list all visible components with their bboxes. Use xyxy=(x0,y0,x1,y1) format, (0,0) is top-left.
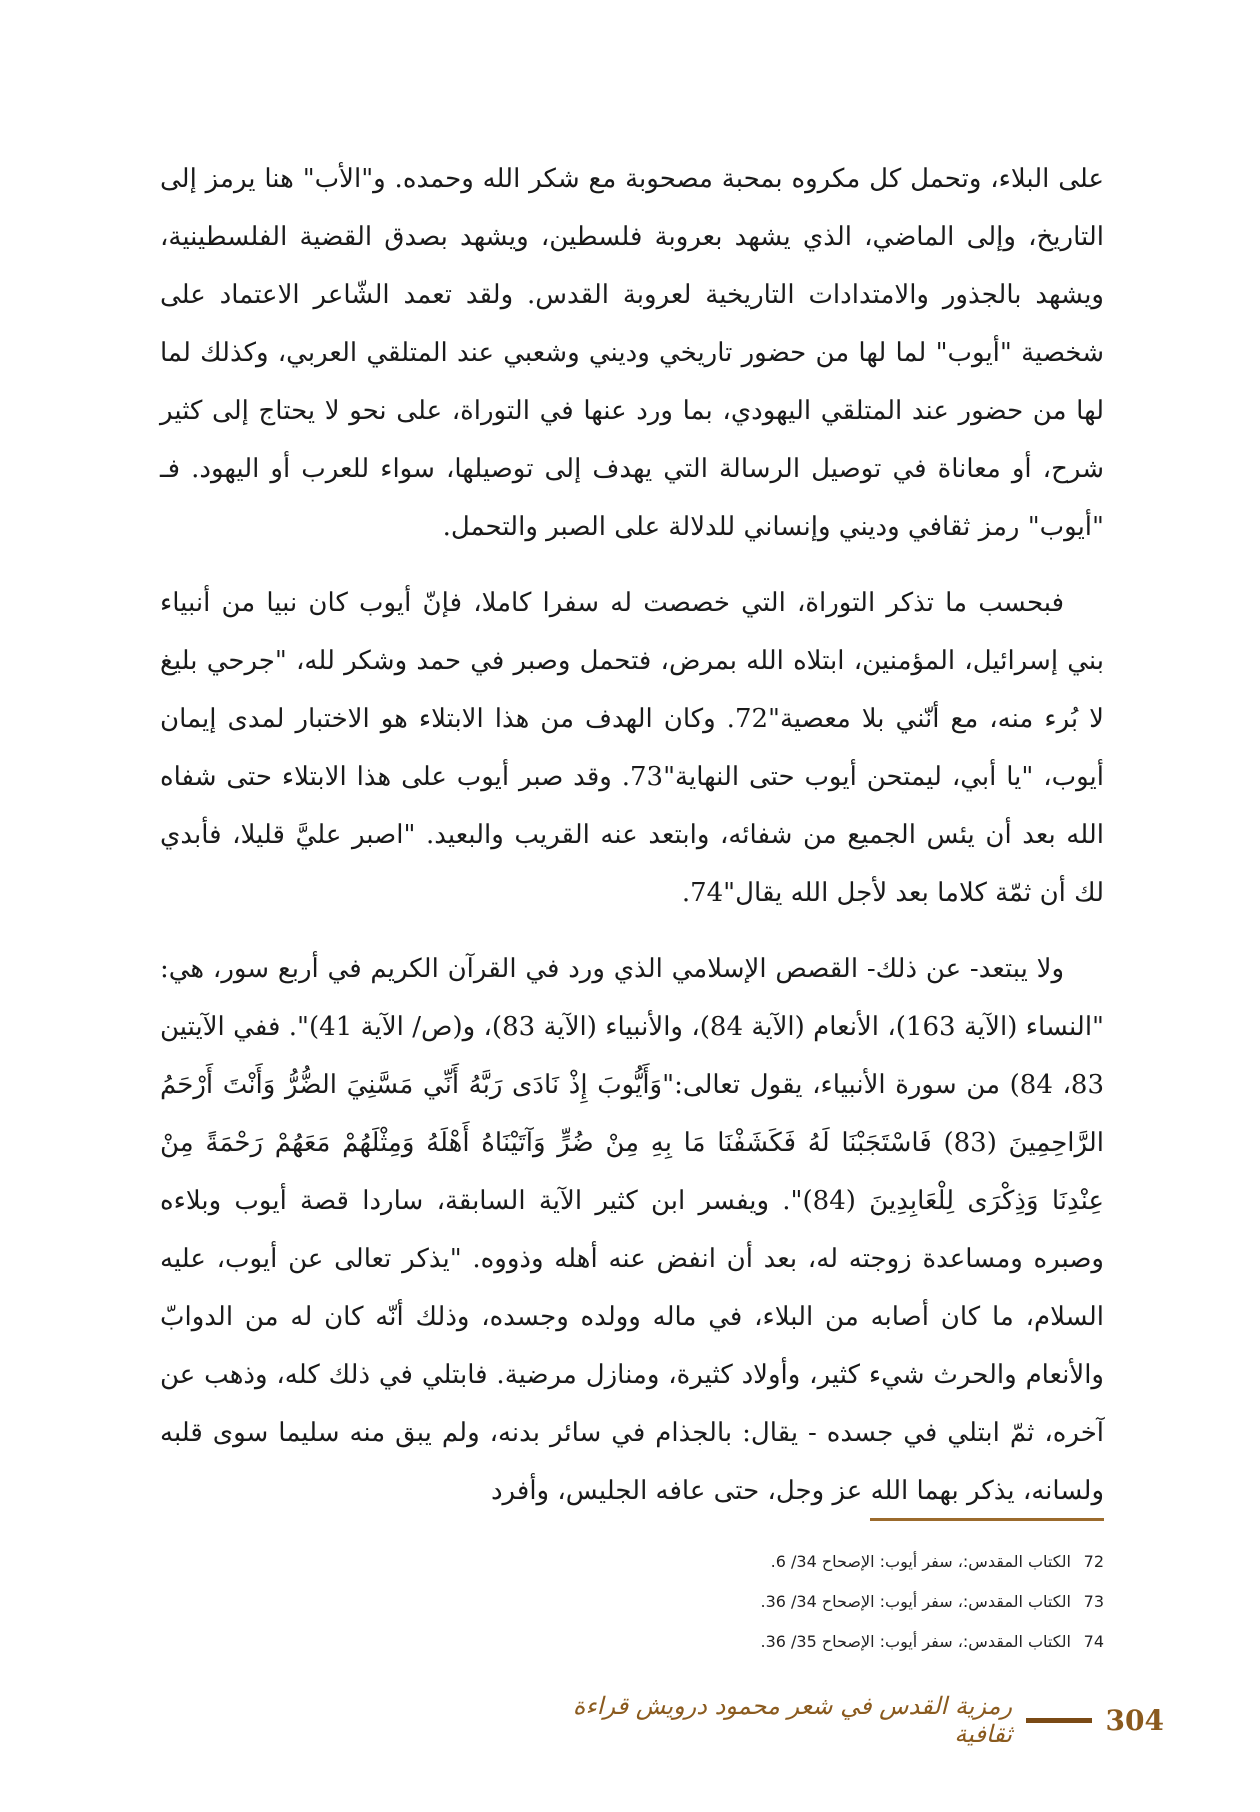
footnote-text: الكتاب المقدس:، سفر أيوب: الإصحاح 35/ 36. xyxy=(760,1632,1071,1651)
footnote-number: 72 xyxy=(1083,1552,1104,1571)
footer-bar xyxy=(1026,1718,1092,1723)
page-number: 304 xyxy=(1105,1703,1164,1737)
paragraph-1: على البلاء، وتحمل كل مكروه بمحبة مصحوبة مع شكر الله وحمده. و"الأب" هنا يرمز إلى التاريخ، وإلى الماضي، الذي يشهد بعروبة فلسطين، ويشهد بصدق القضية الفلسطينية، ويشهد بالجذور والامتدادات التاريخية لعروبة القدس. ولقد تعمد الشّاعر الاعتماد على شخصية "أيوب" لما لها من حضور تاريخي وديني وشعبي عند المتلقي العربي، وكذلك لما لها من حضور عند المتلقي اليهودي، بما ورد عنها في التوراة، على نحو لا يحتاج إلى كثير شرح، أو معاناة في توصيل الرسالة التي يهدف إلى توصيلها، سواء للعرب أو اليهود. فـ "أيوب" رمز ثقافي وديني وإنساني للدلالة على الصبر والتحمل. xyxy=(160,164,1104,542)
footnote xyxy=(160,1542,1104,1582)
footnote-number: 73 xyxy=(1083,1592,1104,1611)
running-title: رمزية القدس في شعر محمود درويش قراءة ثقافية xyxy=(572,1692,1013,1748)
body-text xyxy=(160,150,1104,1520)
footnote-text: الكتاب المقدس:، سفر أيوب: الإصحاح 34/ 36. xyxy=(760,1592,1071,1611)
footnote-number: 74 xyxy=(1083,1632,1104,1651)
footnote xyxy=(160,1582,1104,1622)
page-footer xyxy=(540,1692,1164,1748)
footnote-separator xyxy=(870,1518,1104,1521)
footnotes xyxy=(160,1542,1104,1662)
paragraph-2: فبحسب ما تذكر التوراة، التي خصصت له سفرا كاملا، فإنّ أيوب كان نبيا من أنبياء بني إسرائيل، المؤمنين، ابتلاه الله بمرض، فتحمل وصبر في حمد وشكر لله، "جرحي بليغ لا بُرء منه، مع أنّني بلا معصية"72. وكان الهدف من هذا الابتلاء هو الاختبار لمدى إيمان أيوب، "يا أبي، ليمتحن أيوب حتى النهاية"73. وقد صبر أيوب على هذا الابتلاء حتى شفاه الله بعد أن يئس الجميع من شفائه، وابتعد عنه القريب والبعيد. "اصبر عليَّ قليلا، فأبدي لك أن ثمّة كلاما بعد لأجل الله يقال"74. xyxy=(160,588,1105,908)
footnote xyxy=(160,1622,1104,1662)
footnote-text: الكتاب المقدس:، سفر أيوب: الإصحاح 34/ 6. xyxy=(770,1552,1071,1571)
paragraph-3: ولا يبتعد- عن ذلك- القصص الإسلامي الذي ورد في القرآن الكريم في أربع سور، هي: "النساء (الآية 163)، الأنعام (الآية 84)، والأنبياء (الآية 83)، و(ص/ الآية 41)". ففي الآيتين 83، 84) من سورة الأنبياء، يقول تعالى:"وَأَيُّوبَ إِذْ نَادَى رَبَّهُ أَنِّي مَسَّنِيَ الضُّرُّ وَأَنْتَ أَرْحَمُ الرَّاحِمِينَ (83) فَاسْتَجَبْنَا لَهُ فَكَشَفْنَا مَا بِهِ مِنْ ضُرٍّ وَآتَيْنَاهُ أَهْلَهُ وَمِثْلَهُمْ مَعَهُمْ رَحْمَةً مِنْ عِنْدِنَا وَذِكْرَى لِلْعَابِدِينَ (84)". ويفسر ابن كثير الآية السابقة، ساردا قصة أيوب وبلاءه وصبره ومساعدة زوجته له، بعد أن انفض عنه أهله وذووه. "يذكر تعالى عن أيوب، عليه السلام، ما كان أصابه من البلاء، في ماله وولده وجسده، وذلك أنّه كان له من الدوابّ والأنعام والحرث شيء كثير، وأولاد كثيرة، ومنازل مرضية. فابتلي في ذلك كله، وذهب عن آخره، ثمّ ابتلي في جسده - يقال: بالجذام في سائر بدنه، ولم يبق منه سليما سوى قلبه ولسانه، يذكر بهما الله عز وجل، حتى عافه الجليس، وأفرد xyxy=(160,954,1105,1506)
